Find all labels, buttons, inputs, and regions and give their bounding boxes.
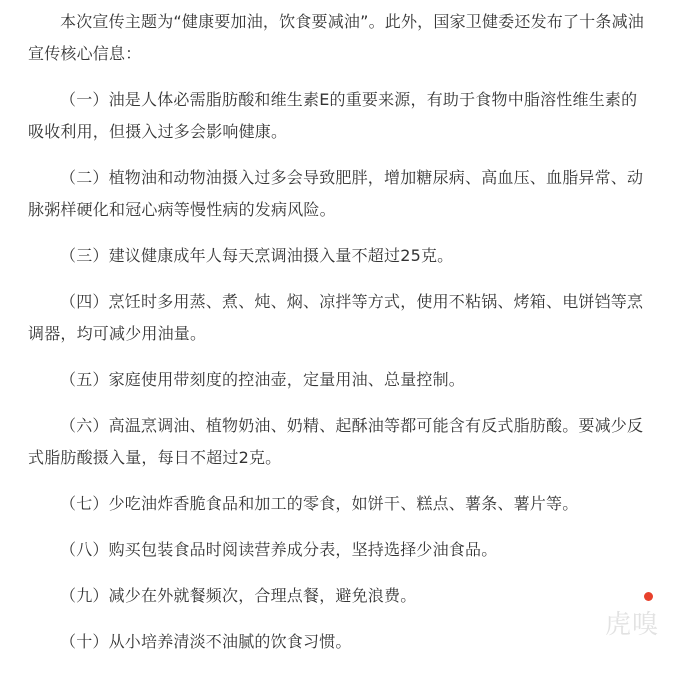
list-item-6: （六）高温烹调油、植物奶油、奶精、起酥油等都可能含有反式脂肪酸。要减少反式脂肪酸摄入量，每日不超过2克。 <box>28 416 644 467</box>
list-item-1: （一）油是人体必需脂肪酸和维生素E的重要来源，有助于食物中脂溶性维生素的吸收利用，但摄入过多会影响健康。 <box>28 90 638 141</box>
watermark-dot-icon <box>644 592 653 601</box>
list-item-7: （七）少吃油炸香脆食品和加工的零食，如饼干、糕点、薯条、薯片等。 <box>60 494 579 513</box>
watermark-text: 虎嗅 <box>605 610 660 640</box>
list-item-4: （四）烹饪时多用蒸、煮、炖、焖、凉拌等方式，使用不粘锅、烤箱、电饼铛等烹调器，均可减少用油量。 <box>28 292 644 343</box>
list-item-5: （五）家庭使用带刻度的控油壶，定量用油、总量控制。 <box>60 370 466 389</box>
list-item-9: （九）减少在外就餐频次，合理点餐，避免浪费。 <box>60 586 417 605</box>
list-item-8: （八）购买包装食品时阅读营养成分表，坚持选择少油食品。 <box>60 540 498 559</box>
list-item-2: （二）植物油和动物油摄入过多会导致肥胖，增加糖尿病、高血压、血脂异常、动脉粥样硬化和冠心病等慢性病的发病风险。 <box>28 168 644 219</box>
intro-paragraph: 本次宣传主题为“健康要加油，饮食要减油”。此外，国家卫健委还发布了十条减油宣传核心信息： <box>28 12 644 63</box>
list-item-3: （三）建议健康成年人每天烹调油摄入量不超过25克。 <box>60 246 454 265</box>
watermark-logo <box>605 592 659 640</box>
list-item-10: （十）从小培养清淡不油腻的饮食习惯。 <box>60 632 352 651</box>
